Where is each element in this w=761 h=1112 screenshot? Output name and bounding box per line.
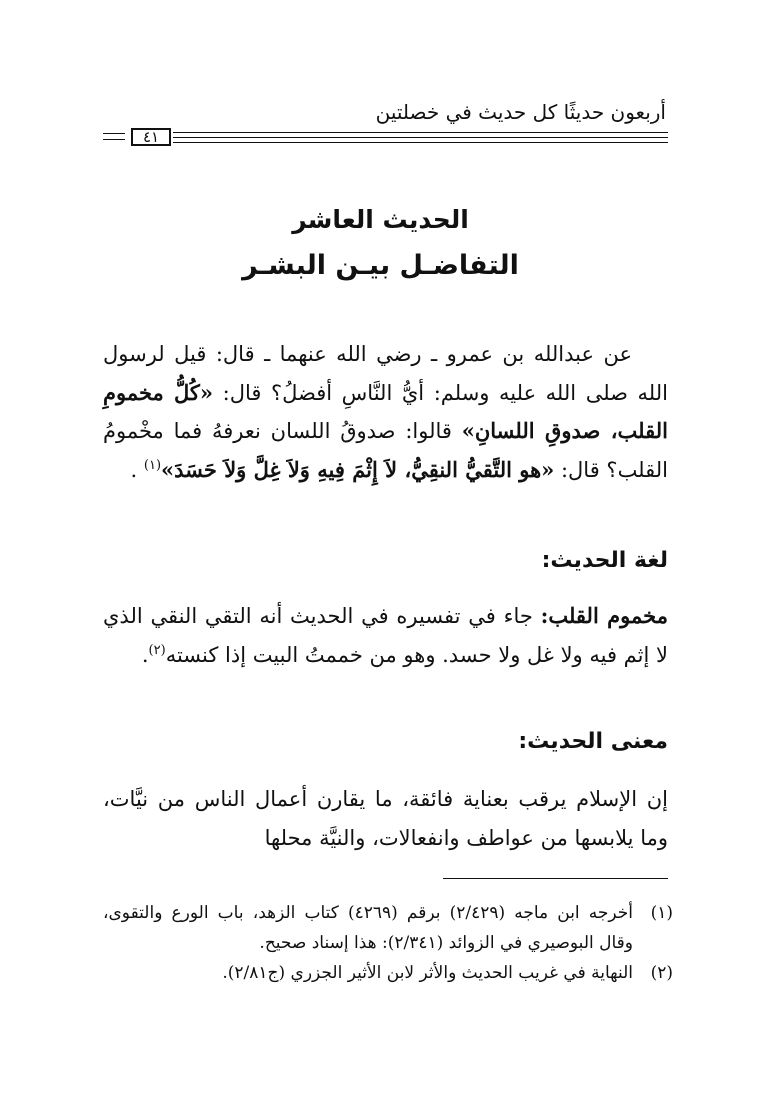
running-title: أربعون حديثًا كل حديث في خصلتين	[375, 100, 666, 124]
footnote	[103, 898, 673, 958]
footnote-text: أخرجه ابن ماجه (٢/٤٢٩) برقم (٤٢٦٩) كتاب الزهد، باب الورع والتقوى، وقال البوصيري في الزوائد (٢/٣٤١): هذا إسناد صحيح.	[103, 903, 633, 953]
sentence-end: .	[141, 642, 149, 667]
hadith-text	[103, 335, 668, 489]
header-line	[173, 137, 668, 138]
footnote-separator	[443, 878, 668, 879]
footnotes	[103, 898, 673, 988]
footnote-number: (١)	[650, 903, 673, 923]
header-rule	[103, 128, 668, 146]
hadith-subtitle: التفاضـل بيـن البشـر	[242, 250, 519, 281]
header-dash	[103, 133, 125, 134]
section-heading-maana: معنى الحديث:	[518, 729, 668, 754]
header-dash	[103, 139, 125, 140]
lugha-paragraph	[103, 597, 668, 674]
maana-paragraph: إن الإسلام يرقب بعناية فائقة، ما يقارن أعمال الناس من نيَّات، وما يلابسها من عواطف وانفعالات، والنيَّة محلها	[103, 787, 668, 850]
sentence-end: .	[130, 457, 144, 482]
section-heading-lugha: لغة الحديث:	[541, 548, 668, 573]
hadith-text-part: عن عبدالله بن عمرو ـ رضي الله عنهما ـ قال: قيل لرسول الله صلى الله عليه وسلم: أيُّ النَّاسِ أفضلُ؟ قال:	[103, 342, 668, 405]
header-line	[173, 142, 668, 143]
term-definition: جاء في تفسيره في الحديث أنه التقي النقي الذي لا إثم فيه ولا غل ولا حسد. وهو من خممتُ البيت إذا كنسته	[103, 604, 668, 667]
hadith-title: الحديث العاشر	[292, 205, 469, 234]
header-line	[173, 132, 668, 133]
footnote	[103, 958, 673, 988]
footnote-ref: (٢)	[148, 642, 166, 658]
hadith-text-part: قالوا: صدوقُ اللسان نعرفهُ فما مخْمومُ القلب؟ قال:	[103, 419, 668, 482]
term: مخموم القلب:	[540, 603, 668, 628]
footnote-ref: (١)	[143, 457, 162, 473]
footnote-number: (٢)	[650, 963, 673, 983]
hadith-quote: «كُلُّ مخمومِ القلب، صدوقِ اللسانِ»	[103, 379, 668, 443]
footnote-text: النهاية في غريب الحديث والأثر لابن الأثير الجزري (ج٢/٨١).	[222, 963, 633, 983]
hadith-quote: «هو التَّقيُّ النقِيُّ، لاَ إِثْمَ فِيهِ وَلاَ غِلَّ وَلاَ حَسَدَ»	[161, 456, 555, 482]
page-number: ٤١	[131, 128, 171, 146]
